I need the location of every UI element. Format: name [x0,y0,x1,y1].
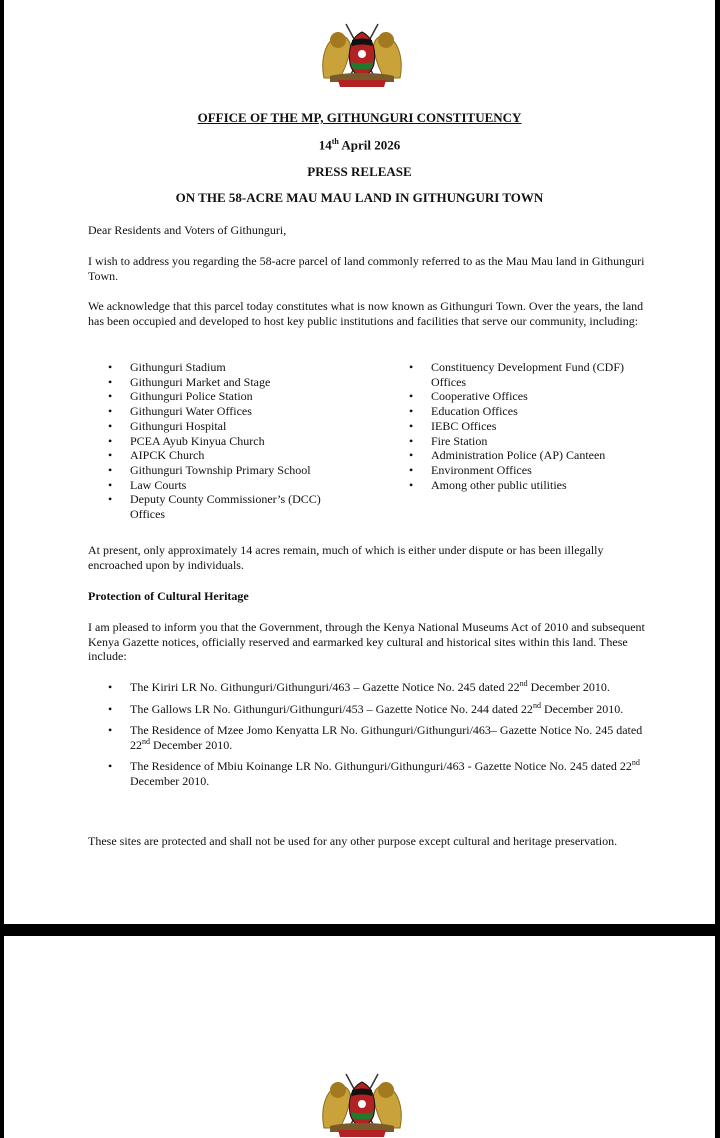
document-page-1 [4,0,715,924]
paragraph-intro: I wish to address you regarding the 58-acre parcel of land commonly referred to as the Mau Mau land in Githunguri Town. [88,254,645,283]
section-heading-heritage: Protection of Cultural Heritage [88,589,249,603]
ordinal-suffix: nd [532,700,541,710]
list-item: • Githunguri Police Station [88,389,358,404]
date-month-year: April 2026 [341,137,401,153]
site-text-end: December 2010. [540,701,624,716]
ordinal-suffix: nd [631,758,640,768]
site-text: The Residence of Mbiu Koinange LR No. Githunguri/Githunguri/463 - Gazette Notice No. 245 dated 22 [130,759,632,774]
list-item: • Administration Police (AP) Canteen [389,448,659,463]
site-text: The Kiriri LR No. Githunguri/Githunguri/463 – Gazette Notice No. 245 dated 22 [130,680,520,694]
site-text: The Residence of Mzee Jomo Kenyatta LR No. Githunguri/Githunguri/463– Gazette Notice No. 245 dated 22 [130,723,643,752]
list-item: • Among other public utilities [389,478,659,493]
list-item: • PCEA Ayub Kinyua Church [88,434,358,449]
paragraph-acknowledgement: We acknowledge that this parcel today constitutes what is now known as Githunguri Town. Over the years, the land has been occupied and developed to host key public institutions and facilities that serve our community, including: [88,299,644,328]
press-release-label: PRESS RELEASE [307,164,412,179]
list-item: • Deputy County Commissioner’s (DCC) Offices [88,492,358,521]
list-item: • Education Offices [389,404,659,419]
site-text-end: December 2010. [150,737,233,752]
list-item: • Githunguri Water Offices [88,404,358,419]
site-text-end: December 2010. [527,680,610,694]
list-item: • Githunguri Township Primary School [88,463,358,478]
kenya-coat-of-arms-icon [314,1068,410,1138]
ordinal-suffix: nd [142,736,150,746]
list-item: • Environment Offices [389,463,659,478]
date-day: 14 [318,137,332,153]
paragraph-heritage: I am pleased to inform you that the Government, through the Kenya National Museums Act of 2010 and subsequent Kenya Gazette notices, officially reserved and earmarked key cultural and historical sites within this land. These include: [88,620,645,664]
list-item: • IEBC Offices [389,419,659,434]
heritage-sites-list [88,680,648,796]
office-title: OFFICE OF THE MP, GITHUNGURI CONSTITUENCY [197,110,522,125]
site-text-end: December 2010. [130,773,210,788]
list-item: • Fire Station [389,434,659,449]
list-item: • Cooperative Offices [389,389,659,404]
list-item [88,702,648,717]
list-item [88,680,648,695]
list-item: • Law Courts [88,478,358,493]
paragraph-remaining-land: At present, only approximately 14 acres remain, much of which is either under dispute or has been illegally encroached upon by individuals. [88,543,604,572]
list-item [88,723,648,752]
facilities-list-right [389,360,659,492]
date-suffix: th [331,137,339,146]
release-subject: ON THE 58-ACRE MAU MAU LAND IN GITHUNGURI TOWN [175,190,544,205]
salutation: Dear Residents and Voters of Githunguri, [88,223,287,237]
kenya-coat-of-arms-icon [314,18,410,88]
list-item: • AIPCK Church [88,448,358,463]
list-item: • Githunguri Hospital [88,419,358,434]
site-text: The Gallows LR No. Githunguri/Githunguri/453 – Gazette Notice No. 244 dated 22 [130,701,533,716]
facilities-list-left [88,360,358,522]
ordinal-suffix: nd [519,679,528,688]
paragraph-protection: These sites are protected and shall not be used for any other purpose except cultural and heritage preservation. [88,834,618,848]
release-date [4,137,715,153]
list-item: • Githunguri Stadium [88,360,358,375]
document-page-2 [4,936,715,1138]
list-item [88,759,648,788]
list-item: • Constituency Development Fund (CDF) Offices [389,360,659,389]
list-item: • Githunguri Market and Stage [88,375,358,390]
